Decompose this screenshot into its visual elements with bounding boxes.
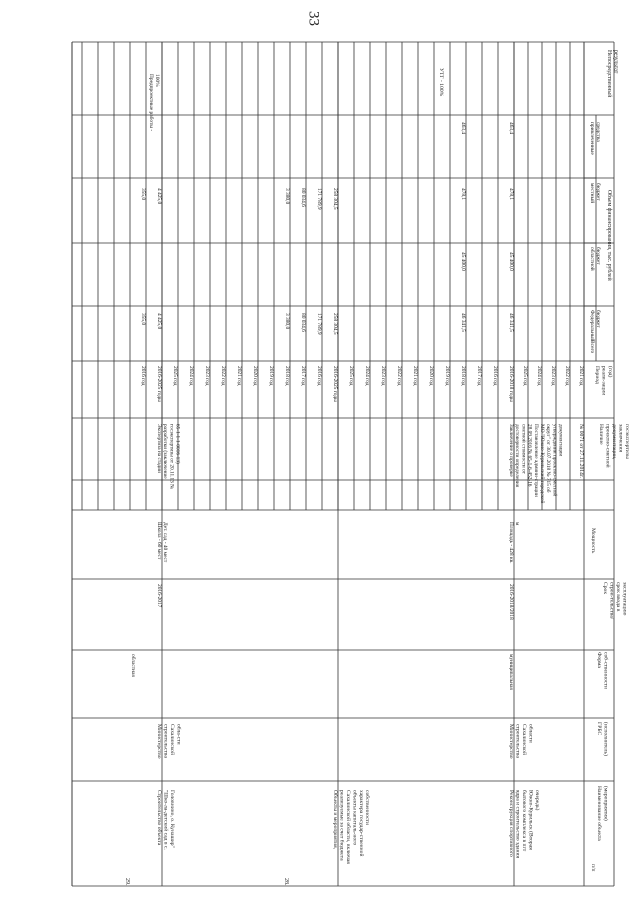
row28-regional: 478,1 bbox=[460, 188, 466, 201]
row28-total: 46 341,5 bbox=[460, 313, 466, 332]
row28-year: 2017 год bbox=[476, 366, 482, 386]
row28-total: 46 341,5 bbox=[508, 313, 514, 332]
row29-total: 355,0 bbox=[140, 313, 146, 326]
row28-year: 2016-2018 годы bbox=[508, 366, 514, 402]
row29-total: 4 425,0 bbox=[156, 313, 162, 330]
row28-local: 463,4 bbox=[460, 122, 466, 135]
page-number: 33 bbox=[305, 11, 322, 26]
row29-num: 29. bbox=[124, 878, 130, 886]
section-year: 2021 год bbox=[236, 366, 242, 386]
section-regional: 3 380,0 bbox=[284, 188, 290, 205]
row29-ownership: областная bbox=[130, 654, 136, 677]
section-year: 2023 год bbox=[204, 366, 210, 386]
row29-grbs: МинистерствостроительстваСахалинскойобла-сти bbox=[156, 724, 182, 759]
row28-year: 2024 год bbox=[364, 366, 370, 386]
table-texts bbox=[124, 50, 630, 886]
header-capacity: Мощность bbox=[590, 528, 596, 554]
section-regional: 171 789,9 bbox=[316, 188, 322, 210]
section-title: Объекты и мероприятия,реализуемые за счет бюджетаСахалинской области, включаяобъекты капиталь-ногохарактера государ-ственнойсобственности bbox=[332, 790, 371, 864]
header-result: Непосредственныйрезультат bbox=[606, 50, 619, 98]
section-year: 2017 год bbox=[300, 366, 306, 386]
prev-docs: № 0071 от 27.11.2014г. bbox=[578, 424, 584, 478]
row28-year: 2016 год bbox=[492, 366, 498, 386]
header-construction: Срокстрои-тельства/срок ввода вэксплуатацию bbox=[602, 582, 628, 620]
section-regional: 258 304,5 bbox=[332, 188, 338, 210]
prev-year: 2022 год bbox=[564, 366, 570, 386]
header-federal: Федеральныйбюджет bbox=[589, 310, 602, 342]
section-total: 258 304,5 bbox=[332, 313, 338, 335]
row28-capacity: Площадь - 428 кв.м bbox=[508, 522, 521, 564]
prev-year: 2021 год bbox=[578, 366, 584, 386]
row29-year: 2016-2025 годы bbox=[156, 366, 162, 402]
header-local: местныйбюджет bbox=[589, 183, 602, 204]
row29-name: Строительство объекта"Шко-ла-детский сад в с.Головнино, о. Кунашир" bbox=[156, 790, 175, 850]
section-year: 2019 год bbox=[268, 366, 274, 386]
row28-num: 28. bbox=[283, 878, 289, 886]
row28-year: 2022 год bbox=[396, 366, 402, 386]
header-total: Всего bbox=[589, 340, 595, 354]
header-regional: областнойбюджет bbox=[589, 247, 602, 271]
section-year: 2022 год bbox=[220, 366, 226, 386]
row28-regional: 478,1 bbox=[508, 188, 514, 201]
section-total: 3 380,0 bbox=[284, 313, 290, 330]
header-design-docs: Наличиепроектно-сметнойдокументации,заключениягосэкспертизы bbox=[598, 424, 630, 468]
section-year: 2020 год bbox=[252, 366, 258, 386]
row28-docs: Заключение о проверкедостоверности определениясметной стоимости от28.09.2016 № 65-1-6-452-16Постановление админи-страцииМО "Южно-Курильский городскойокруг" от 30.07.2018 № 715 обутверждении проектно-сметнойдокументации bbox=[508, 424, 564, 504]
prev-year: 2025 год bbox=[522, 366, 528, 386]
section-regional: 80 034,6 bbox=[300, 188, 306, 207]
header-num: п/п bbox=[590, 864, 596, 872]
row29-capacity: Школа - 60 местДет. сад - 40 мест bbox=[156, 522, 169, 563]
row28-federal: 45 400,0 bbox=[460, 252, 466, 271]
row29-regional: 4 425,0 bbox=[156, 188, 162, 205]
row28-name: Реконструкция спортивногоядра и строительство зданиябытового комплекса в пгтЮжно-Курильск (Втораяочередь) bbox=[508, 790, 540, 859]
row28-year: 2025 год bbox=[348, 366, 354, 386]
row28-year: 2019 год bbox=[444, 366, 450, 386]
row28-year: 2020 год bbox=[428, 366, 434, 386]
row28-year: 2021 год bbox=[412, 366, 418, 386]
header-ownership: Формасоб-ственности bbox=[596, 652, 609, 689]
header-period: Периодреали-зации(год) bbox=[594, 366, 613, 396]
row28-local: 463,4 bbox=[508, 122, 514, 135]
header-other: привлеченныесредства bbox=[589, 122, 602, 155]
section-year: 2018 год bbox=[284, 366, 290, 386]
row29-regional: 355,0 bbox=[140, 188, 146, 201]
row28-year: 2023 год bbox=[380, 366, 386, 386]
row28-result: УТГ - 100% bbox=[438, 68, 444, 97]
section-year: 2016-2025 годы bbox=[332, 366, 338, 402]
section-year: 2025 год bbox=[172, 366, 178, 386]
section-year: 2024 год bbox=[188, 366, 194, 386]
section-year: 2016 год bbox=[316, 366, 322, 386]
prev-year: 2023 год bbox=[550, 366, 556, 386]
section-total: 171 789,9 bbox=[316, 313, 322, 335]
row28-grbs: МинистерствостроительстваСахалинскойобласти bbox=[508, 724, 534, 759]
header-funding: Объем финансирования, тыс. рублей bbox=[606, 190, 612, 281]
row28-federal: 45 400,0 bbox=[508, 252, 514, 271]
row28-year: 2018 год bbox=[460, 366, 466, 386]
row29-docs: Экспертиза на стадииразработки (заключениегосэкспертизы от 20.11.13 №65-1-1-1-0016-13) bbox=[156, 424, 181, 490]
row28-construction: 2016-2018/2018 bbox=[508, 584, 514, 620]
header-grbs: ГРБС(исполнитель) bbox=[596, 722, 609, 756]
section-total: 80 034,6 bbox=[300, 313, 306, 332]
header-object: Наименование объекта(мероприятия) bbox=[596, 786, 609, 841]
row28-ownership: муниципальная bbox=[508, 654, 514, 690]
row29-result: Предпроектные работы -100% bbox=[148, 74, 161, 132]
row29-construction: 2016-2017 bbox=[156, 584, 162, 608]
row29-year: 2016 год bbox=[140, 366, 146, 386]
prev-year: 2024 год bbox=[536, 366, 542, 386]
